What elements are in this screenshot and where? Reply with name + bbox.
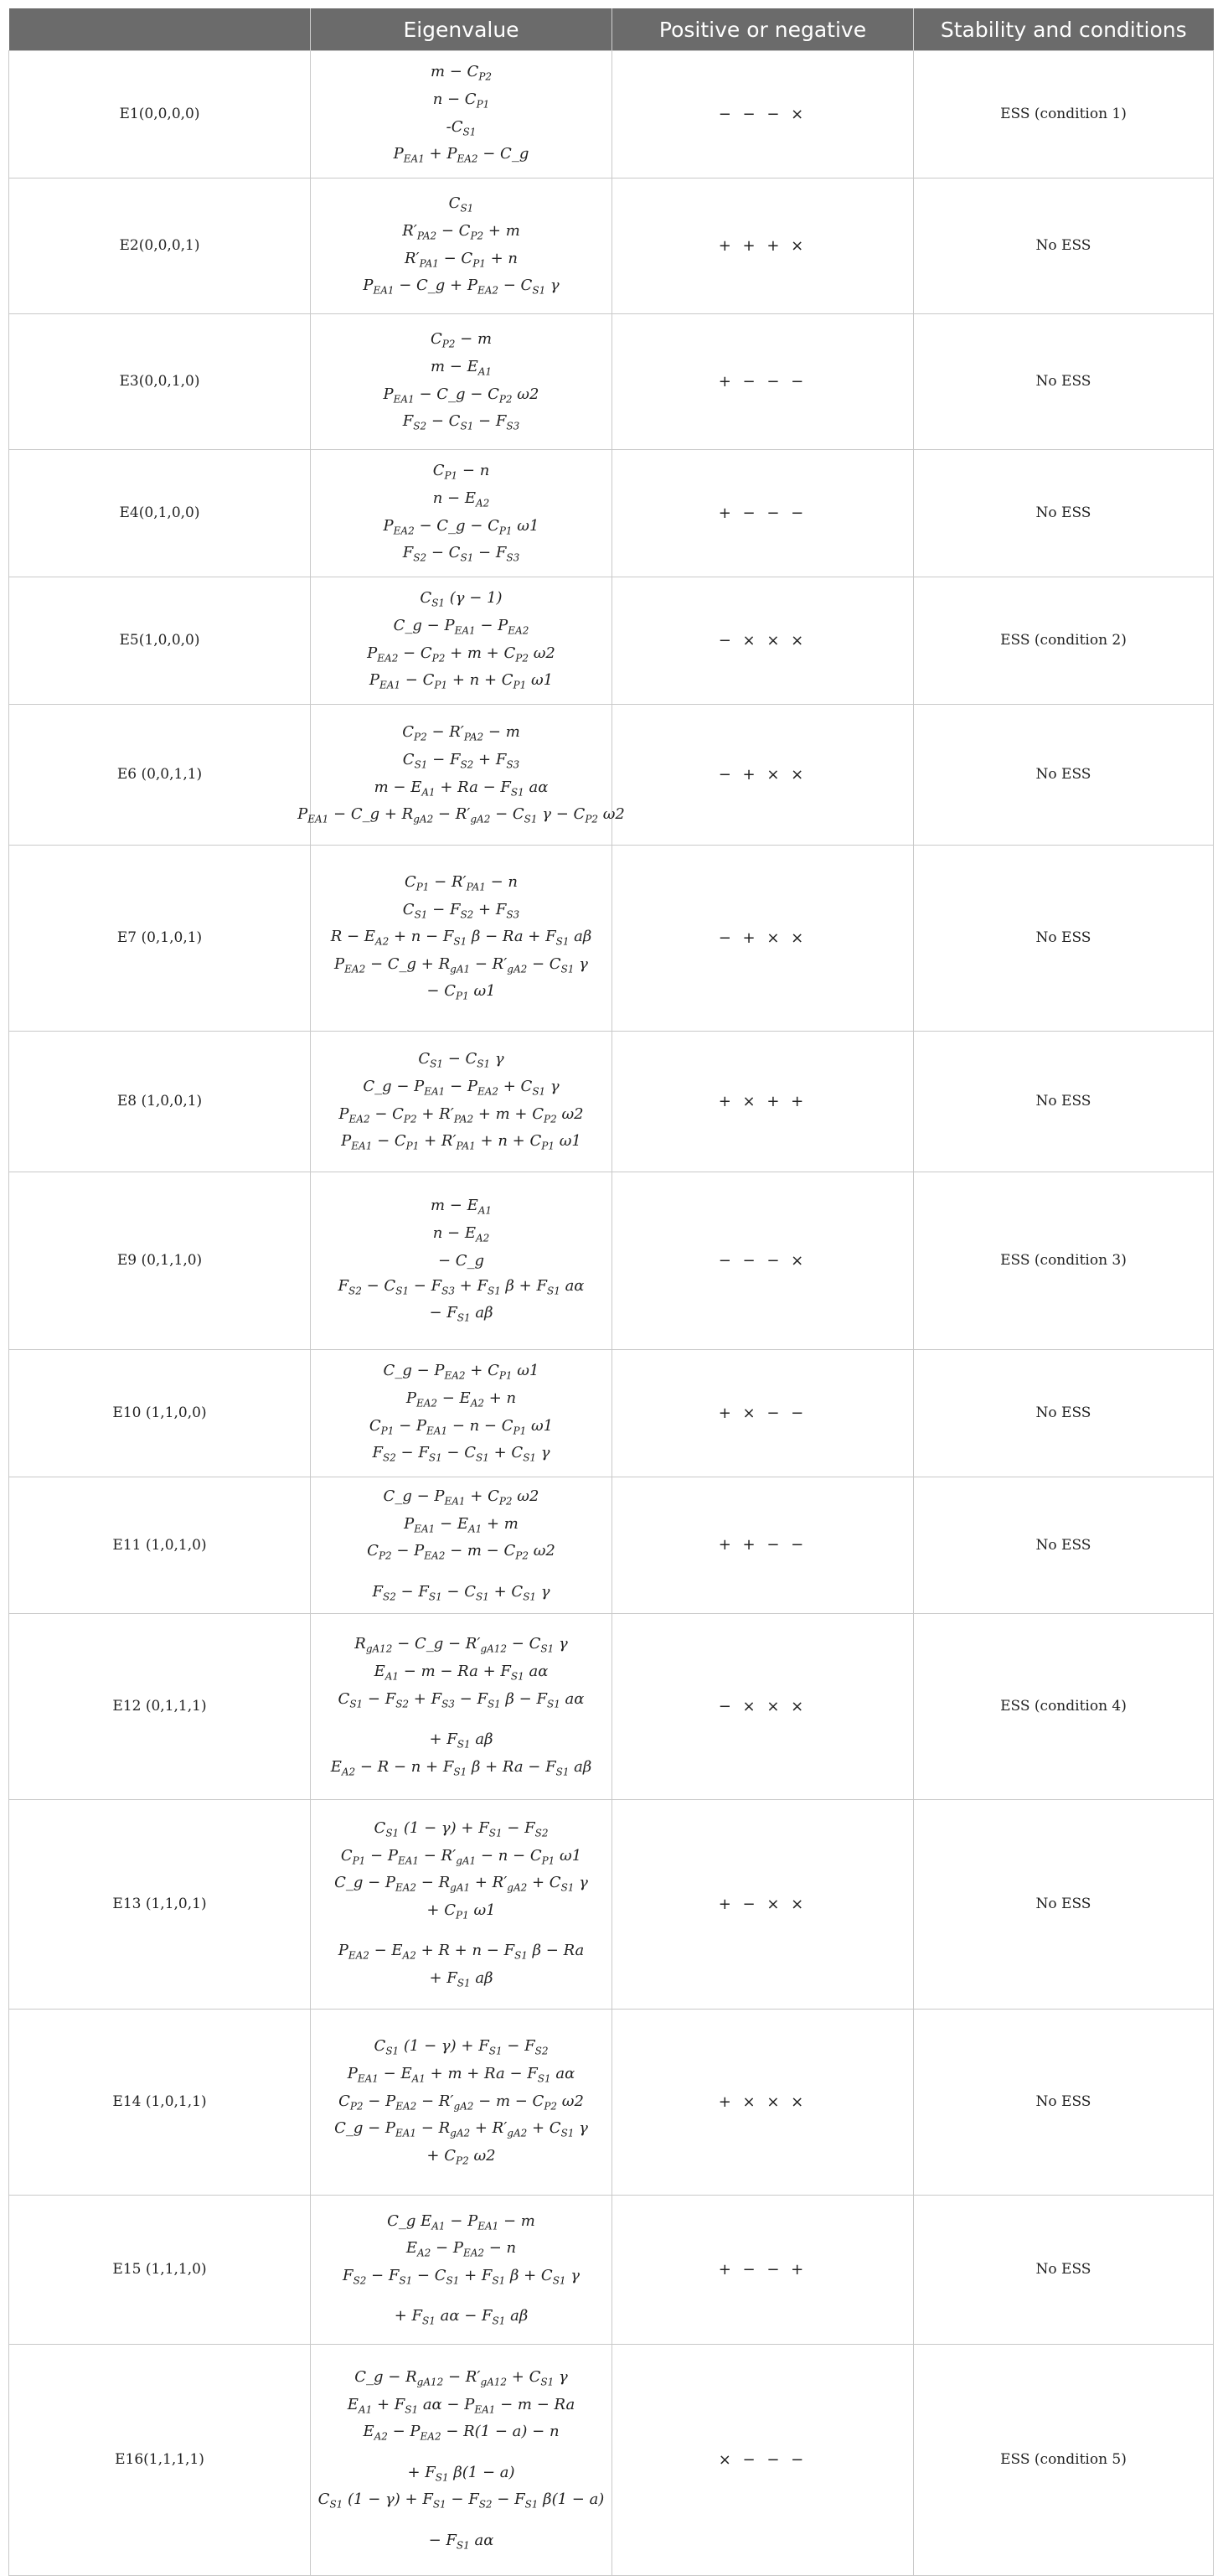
stability-condition: No ESS: [914, 2196, 1214, 2345]
stability-condition: No ESS: [914, 1800, 1214, 2010]
eigenvalue-cell: [311, 846, 612, 1032]
eigenvalue-expression: $R - E_{A2} + n - F_{S1}$ $\beta - Ra + F_{S1}$ aβ: [330, 928, 592, 948]
eigenvalue-expression: $C_{S1}$ $(1 - \gamma) + F_{S1} - F_{S2} - F_{S1}$ β(1 − a): [317, 2491, 605, 2511]
table-row: [9, 846, 1214, 1032]
eigenvalue-list: [297, 720, 625, 829]
eigenvalue-expression: $C_{P1} - P_{EA1} - n - C_{P1}$ ω1: [369, 1416, 554, 1437]
eigenvalue-list: [316, 1816, 606, 1994]
sign-pattern: + × + +: [612, 1032, 914, 1172]
eigenvalue-list: [316, 1193, 606, 1327]
header-row: [9, 8, 1214, 51]
eigenvalue-expression: $P_{EA1}$ − C_g + $R_{gA2} - R'_{gA2} - C_{S1}$ $\gamma - C_{P2}$ ω2: [297, 805, 625, 825]
header-stability: Stability and conditions: [914, 8, 1214, 51]
sign-pattern: − − − ×: [612, 51, 914, 178]
equilibrium-point: E9 (0,1,1,0): [9, 1172, 311, 1350]
eigenvalue-expression: $P_{EA1}$ − C_g − $C_{P2}$ ω2: [383, 385, 539, 406]
eigenvalue-cell: [311, 178, 612, 314]
eigenvalue-expression: + $C_{P2}$ ω2: [426, 2146, 496, 2167]
eigenvalue-table: [8, 8, 1214, 2576]
stability-condition: No ESS: [914, 705, 1214, 846]
eigenvalue-cell: [311, 2196, 612, 2345]
eigenvalue-expression: $F_{S2} - C_{S1} - F_{S3}$: [402, 412, 520, 432]
eigenvalue-cell: [311, 1350, 612, 1477]
equilibrium-point: E15 (1,1,1,0): [9, 2196, 311, 2345]
equilibrium-point: E11 (1,0,1,0): [9, 1477, 311, 1614]
eigenvalue-expression: $F_{S2} - C_{S1} - F_{S3} + F_{S1}$ $\beta + F_{S1}$ aα: [338, 1276, 585, 1297]
eigenvalue-expression: $P_{EA1} - C_{P1} + R'_{PA1} + n + C_{P1}$ ω1: [341, 1132, 581, 1152]
eigenvalue-list: [316, 870, 606, 1006]
eigenvalue-expression: $E_{A2} - R - n + F_{S1}$ $\beta + Ra - F_{S1}$ aβ: [330, 1757, 592, 1778]
eigenvalue-expression: $m - E_{A1}$: [430, 357, 493, 378]
eigenvalue-expression: $m - E_{A1} + Ra - F_{S1}$ aα: [374, 778, 549, 799]
eigenvalue-expression: $F_{S2} - F_{S1} - C_{S1} + F_{S1}$ $\beta + C_{S1}$ γ: [342, 2266, 581, 2287]
stability-condition: No ESS: [914, 450, 1214, 577]
stability-condition: ESS (condition 5): [914, 2345, 1214, 2576]
table-header: [9, 8, 1214, 51]
eigenvalue-expression: $F_{S2} - F_{S1} - C_{S1} + C_{S1}$ γ: [372, 1444, 550, 1464]
eigenvalue-expression: $C_{S1} - F_{S2} + F_{S3} - F_{S1}$ $\beta - F_{S1}$ aα: [338, 1689, 585, 1710]
sign-pattern: + − − −: [612, 314, 914, 450]
eigenvalue-cell: [311, 577, 612, 705]
eigenvalue-expression: $E_{A1} + F_{S1}$ $a\alpha - P_{EA1} - m - Ra$: [347, 2395, 575, 2416]
eigenvalue-cell: [311, 2345, 612, 2576]
eigenvalue-expression: + $F_{S1}$ aβ: [429, 1730, 493, 1751]
eigenvalue-cell: [311, 51, 612, 178]
eigenvalue-expression: + $C_{P1}$ ω1: [426, 1901, 496, 1922]
eigenvalue-expression: C_g − $R_{gA12} - R'_{gA12} + C_{S1}$ γ: [354, 2368, 568, 2388]
eigenvalue-list: [316, 1484, 606, 1606]
stability-condition: No ESS: [914, 1032, 1214, 1172]
equilibrium-point: E13 (1,1,0,1): [9, 1800, 311, 2010]
eigenvalue-expression: + $F_{S1}$ $a\alpha - F_{S1}$ aβ: [394, 2307, 529, 2328]
eigenvalue-expression: $C_{P2} - R'_{PA2} - m$: [402, 723, 520, 743]
header-equilibrium: [9, 8, 311, 51]
stability-condition: ESS (condition 1): [914, 51, 1214, 178]
sign-pattern: − × × ×: [612, 1614, 914, 1800]
stability-condition: ESS (condition 3): [914, 1172, 1214, 1350]
eigenvalue-expression: $C_{S1}$ $(1 - \gamma) + F_{S1} - F_{S2}$: [374, 1819, 549, 1839]
eigenvalue-cell: [311, 2010, 612, 2196]
eigenvalue-expression: $E_{A2} - P_{EA2} - n$: [405, 2239, 517, 2259]
eigenvalue-list: [316, 586, 606, 695]
sign-pattern: + − − +: [612, 2196, 914, 2345]
table-row: [9, 178, 1214, 314]
eigenvalue-expression: $P_{EA2} - C_{P2} + m + C_{P2}$ ω2: [367, 644, 555, 665]
sign-pattern: − + × ×: [612, 705, 914, 846]
eigenvalue-expression: $-C_{S1}$: [446, 117, 477, 138]
table-row: [9, 1614, 1214, 1800]
eigenvalue-list: [316, 2365, 606, 2556]
stability-condition: No ESS: [914, 2010, 1214, 2196]
stability-condition: No ESS: [914, 1350, 1214, 1477]
eigenvalue-expression: C_g − $P_{EA2} + C_{P1}$ ω1: [383, 1362, 539, 1382]
eigenvalue-expression: $C_{S1} - F_{S2} + F_{S3}$: [402, 750, 520, 771]
stability-condition: No ESS: [914, 846, 1214, 1032]
table-body: [9, 51, 1214, 2576]
eigenvalue-expression: $P_{EA2} - E_{A2} + n$: [405, 1389, 517, 1410]
eigenvalue-expression: − $F_{S1}$ aα: [428, 2532, 494, 2552]
eigenvalue-list: [316, 458, 606, 567]
eigenvalue-cell: [311, 1172, 612, 1350]
stability-condition: No ESS: [914, 1477, 1214, 1614]
eigenvalue-cell: [311, 1800, 612, 2010]
stability-condition: No ESS: [914, 314, 1214, 450]
eigenvalue-expression: + $F_{S1}$ aβ: [429, 1969, 493, 1989]
eigenvalue-list: [316, 59, 606, 168]
table-row: [9, 1032, 1214, 1172]
eigenvalue-expression: $P_{EA1} - C_{P1} + n + C_{P1}$ ω1: [369, 671, 554, 691]
eigenvalue-expression: $C_{S1} - F_{S2} + F_{S3}$: [402, 900, 520, 921]
eigenvalue-expression: $C_{S1}$ $(1 - \gamma) + F_{S1} - F_{S2}$: [374, 2037, 549, 2057]
eigenvalue-expression: $n - C_{P1}$: [432, 90, 490, 111]
equilibrium-point: E14 (1,0,1,1): [9, 2010, 311, 2196]
eigenvalue-expression: C_g − $P_{EA1} - R_{gA2} + R'_{gA2} + C_{S1}$ γ: [334, 2119, 588, 2139]
table-row: [9, 1172, 1214, 1350]
eigenvalue-list: [316, 2034, 606, 2170]
eigenvalue-expression: $P_{EA1} - E_{A1} + m + Ra - F_{S1}$ aα: [347, 2064, 575, 2085]
eigenvalue-cell: [311, 314, 612, 450]
eigenvalue-list: [316, 191, 606, 300]
equilibrium-point: E1(0,0,0,0): [9, 51, 311, 178]
stability-condition: ESS (condition 2): [914, 577, 1214, 705]
table-row: [9, 2010, 1214, 2196]
equilibrium-point: E5(1,0,0,0): [9, 577, 311, 705]
equilibrium-point: E6 (0,0,1,1): [9, 705, 311, 846]
equilibrium-point: E16(1,1,1,1): [9, 2345, 311, 2576]
eigenvalue-cell: [311, 450, 612, 577]
eigenvalue-expression: $C_{P2} - P_{EA2} - R'_{gA2} - m - C_{P2}$ ω2: [338, 2092, 584, 2113]
sign-pattern: + × × ×: [612, 2010, 914, 2196]
sign-pattern: × − − −: [612, 2345, 914, 2576]
equilibrium-point: E7 (0,1,0,1): [9, 846, 311, 1032]
eigenvalue-expression: $P_{EA2} - E_{A2} + R + n - F_{S1}$ β − Ra: [338, 1942, 585, 1963]
eigenvalue-expression: $m - E_{A1}$: [430, 1197, 493, 1217]
stability-condition: ESS (condition 4): [914, 1614, 1214, 1800]
sign-pattern: + − − −: [612, 450, 914, 577]
eigenvalue-cell: [311, 1477, 612, 1614]
sign-pattern: − − − ×: [612, 1172, 914, 1350]
equilibrium-point: E8 (1,0,0,1): [9, 1032, 311, 1172]
eigenvalue-expression: $C_{S1}$ (γ − 1): [420, 589, 503, 609]
table-row: [9, 577, 1214, 705]
table-row: [9, 1477, 1214, 1614]
eigenvalue-expression: $R'_{PA1} - C_{P1} + n$: [404, 249, 519, 270]
eigenvalue-expression: $C_{P1} - P_{EA1} - R'_{gA1} - n - C_{P1}$ ω1: [340, 1846, 582, 1867]
eigenvalue-expression: C_g − $P_{EA1} - P_{EA2}$: [393, 616, 529, 637]
equilibrium-point: E2(0,0,0,1): [9, 178, 311, 314]
eigenvalue-expression: C_g $E_{A1} - P_{EA1} - m$: [387, 2211, 535, 2232]
eigenvalue-expression: $E_{A1} - m - Ra + F_{S1}$ aα: [374, 1662, 549, 1683]
eigenvalue-list: [316, 2209, 606, 2331]
eigenvalue-expression: − C_g: [437, 1251, 485, 1270]
eigenvalue-expression: $P_{EA1}$ − C_g + $P_{EA2} - C_{S1}$ γ: [363, 277, 560, 297]
eigenvalue-expression: $F_{S2} - F_{S1} - C_{S1} + C_{S1}$ γ: [372, 1582, 550, 1603]
eigenvalue-expression: $C_{S1} - C_{S1}$ γ: [418, 1050, 504, 1070]
eigenvalue-expression: $C_{P1} - R'_{PA1} - n$: [404, 873, 519, 893]
eigenvalue-expression: + $F_{S1}$ β(1 − a): [407, 2463, 515, 2484]
equilibrium-point: E10 (1,1,0,0): [9, 1350, 311, 1477]
table-row: [9, 51, 1214, 178]
table-row: [9, 450, 1214, 577]
eigenvalue-expression: $R'_{PA2} - C_{P2} + m$: [402, 221, 520, 242]
eigenvalue-expression: $n - E_{A2}$: [432, 489, 490, 510]
eigenvalue-expression: $P_{EA2}$ − C_g − $C_{P1}$ ω1: [383, 516, 539, 537]
eigenvalue-cell: [311, 1614, 612, 1800]
eigenvalue-expression: C_g − $P_{EA2} - R_{gA1} + R'_{gA2} + C_{S1}$ γ: [334, 1874, 588, 1894]
eigenvalue-cell: [311, 1032, 612, 1172]
eigenvalue-expression: C_g − $P_{EA1} + C_{P2}$ ω2: [383, 1487, 539, 1508]
header-sign: Positive or negative: [612, 8, 914, 51]
eigenvalue-expression: $C_{S1}$: [448, 194, 474, 215]
eigenvalue-list: [316, 327, 606, 436]
table-row: [9, 314, 1214, 450]
table-row: [9, 1800, 1214, 2010]
eigenvalue-expression: $C_{P2} - P_{EA2} - m - C_{P2}$ ω2: [367, 1542, 555, 1562]
sign-pattern: + × − −: [612, 1350, 914, 1477]
sign-pattern: − × × ×: [612, 577, 914, 705]
sign-pattern: + − × ×: [612, 1800, 914, 2010]
equilibrium-point: E12 (0,1,1,1): [9, 1614, 311, 1800]
eigenvalue-expression: $m - C_{P2}$: [430, 63, 493, 83]
eigenvalue-expression: $P_{EA2}$ − C_g + $R_{gA1} - R'_{gA2} - C_{S1}$ γ: [334, 954, 588, 975]
sign-pattern: + + − −: [612, 1477, 914, 1614]
equilibrium-point: E4(0,1,0,0): [9, 450, 311, 577]
eigenvalue-expression: $P_{EA2} - C_{P2} + R'_{PA2} + m + C_{P2}$ ω2: [338, 1104, 584, 1125]
eigenvalue-cell: [297, 705, 625, 846]
eigenvalue-expression: $R_{gA12}$ − C_g − $R'_{gA12} - C_{S1}$ γ: [354, 1635, 568, 1655]
eigenvalue-expression: $P_{EA1} + P_{EA2}$ − C_g: [393, 145, 529, 165]
sign-pattern: + + + ×: [612, 178, 914, 314]
eigenvalue-list: [316, 1632, 606, 1782]
eigenvalue-expression: $E_{A2} - P_{EA2} - R(1 - a) - n$: [363, 2423, 560, 2443]
table-row: [9, 2196, 1214, 2345]
stability-condition: No ESS: [914, 178, 1214, 314]
equilibrium-point: E3(0,0,1,0): [9, 314, 311, 450]
eigenvalue-expression: $n - E_{A2}$: [432, 1223, 490, 1244]
eigenvalue-expression: C_g − $P_{EA1} - P_{EA2} + C_{S1}$ γ: [363, 1077, 560, 1098]
eigenvalue-expression: $P_{EA1} - E_{A1} + m$: [404, 1514, 519, 1535]
table-row: [9, 2345, 1214, 2576]
eigenvalue-expression: $F_{S2} - C_{S1} - F_{S3}$: [402, 544, 520, 564]
table-row: [9, 1350, 1214, 1477]
header-eigenvalue: Eigenvalue: [311, 8, 612, 51]
eigenvalue-expression: − $C_{P1}$ ω1: [426, 982, 496, 1002]
eigenvalue-expression: − $F_{S1}$ aβ: [429, 1304, 493, 1324]
eigenvalue-expression: $C_{P1} - n$: [432, 462, 490, 482]
eigenvalue-expression: $C_{P2} - m$: [430, 330, 493, 350]
table-row: [9, 705, 1214, 846]
sign-pattern: − + × ×: [612, 846, 914, 1032]
eigenvalue-list: [316, 1358, 606, 1467]
eigenvalue-list: [316, 1047, 606, 1156]
